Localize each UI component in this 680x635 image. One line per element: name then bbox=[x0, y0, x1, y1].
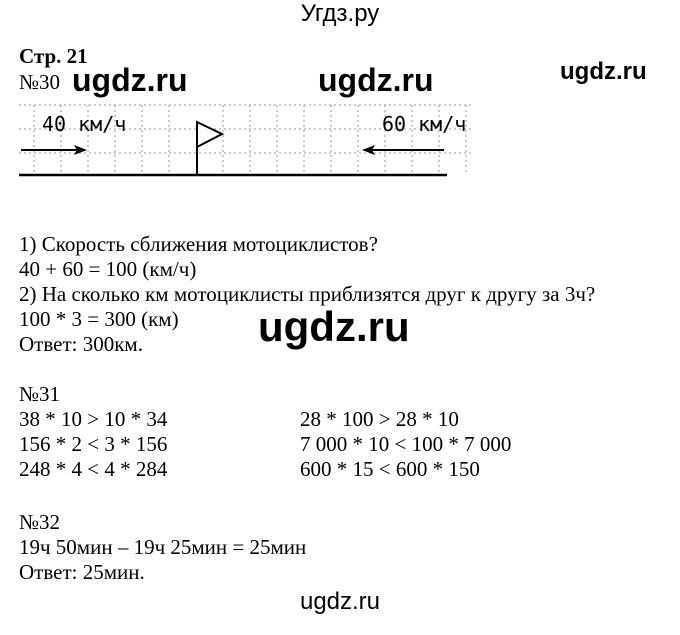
task-number: №32 bbox=[19, 510, 61, 534]
solution-line: 100 * 3 = 300 (км) bbox=[19, 307, 179, 331]
comparison-line: 156 * 2 < 3 * 156 bbox=[19, 432, 168, 456]
solution-line: 40 + 60 = 100 (км/ч) bbox=[19, 257, 197, 281]
answer-line: Ответ: 25мин. bbox=[19, 560, 145, 584]
site-header: Угдз.ру bbox=[300, 0, 380, 27]
site-footer: ugdz.ru bbox=[299, 588, 381, 615]
task-number: №31 bbox=[19, 382, 61, 406]
answer-line: Ответ: 300км. bbox=[19, 332, 143, 356]
watermark: ugdz.ru bbox=[72, 62, 188, 98]
comparison-line: 28 * 100 > 28 * 10 bbox=[300, 407, 459, 431]
watermark: ugdz.ru bbox=[318, 62, 434, 98]
comparison-line: 7 000 * 10 < 100 * 7 000 bbox=[300, 432, 512, 456]
task-number: №30 bbox=[19, 70, 61, 94]
comparison-line: 600 * 15 < 600 * 150 bbox=[300, 457, 480, 481]
watermark: ugdz.ru bbox=[258, 303, 410, 350]
page-reference: Стр. 21 bbox=[19, 44, 88, 68]
watermark: ugdz.ru bbox=[560, 58, 647, 85]
motion-diagram bbox=[19, 95, 479, 190]
flag-icon bbox=[197, 122, 222, 147]
solution-line: 19ч 50мин – 19ч 25мин = 25мин bbox=[19, 535, 307, 559]
comparison-line: 248 * 4 < 4 * 284 bbox=[19, 457, 168, 481]
solution-line: 1) Скорость сближения мотоциклистов? bbox=[19, 232, 378, 256]
left-speed-label: 40 км/ч bbox=[42, 112, 127, 136]
solution-line: 2) На сколько км мотоциклисты приблизятся друг к другу за 3ч? bbox=[19, 282, 596, 306]
right-speed-label: 60 км/ч bbox=[382, 112, 467, 136]
comparison-line: 38 * 10 > 10 * 34 bbox=[19, 407, 168, 431]
